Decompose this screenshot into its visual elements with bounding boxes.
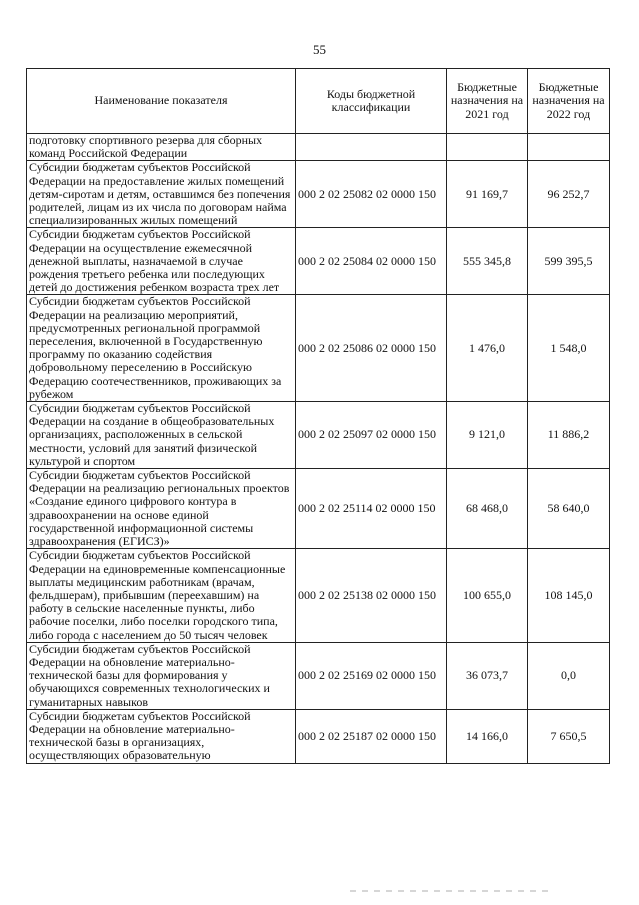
row-2021: 555 345,8 [447, 228, 528, 295]
row-2022: 7 650,5 [528, 709, 610, 763]
header-code: Коды бюджетной классификации [296, 69, 447, 134]
row-2022: 108 145,0 [528, 549, 610, 642]
row-2021: 68 468,0 [447, 469, 528, 549]
row-2021: 36 073,7 [447, 642, 528, 709]
table-row [27, 228, 610, 295]
table-header-row [27, 69, 610, 134]
row-2021: 14 166,0 [447, 709, 528, 763]
row-2021: 91 169,7 [447, 161, 528, 228]
row-2021 [447, 134, 528, 161]
row-2021: 9 121,0 [447, 402, 528, 469]
row-code: 000 2 02 25086 02 0000 150 [296, 295, 447, 402]
row-code: 000 2 02 25084 02 0000 150 [296, 228, 447, 295]
row-2022: 1 548,0 [528, 295, 610, 402]
row-2022: 599 395,5 [528, 228, 610, 295]
table-row [27, 549, 610, 642]
row-2021: 1 476,0 [447, 295, 528, 402]
row-code: 000 2 02 25082 02 0000 150 [296, 161, 447, 228]
row-code: 000 2 02 25187 02 0000 150 [296, 709, 447, 763]
row-name: Субсидии бюджетам субъектов Российской Федерации на обновление материально-технической базы в организациях, осуществляющих образовательную [27, 709, 296, 763]
row-name: Субсидии бюджетам субъектов Российской Федерации на создание в общеобразовательных организациях, расположенных в сельской местности, условий для занятий физической культурой и спортом [27, 402, 296, 469]
table-row [27, 402, 610, 469]
row-name: Субсидии бюджетам субъектов Российской Федерации на реализацию мероприятий, предусмотренных региональной программой переселения, включенной в Государственную программу по оказанию содействия добровольному переселению в Российскую Федерацию соотечественников, проживающих за рубежом [27, 295, 296, 402]
row-name: Субсидии бюджетам субъектов Российской Федерации на осуществление ежемесячной денежной выплаты, назначаемой в случае рождения третьего ребенка или последующих детей до достижения ребенком возраста трех лет [27, 228, 296, 295]
row-code [296, 134, 447, 161]
row-2022: 11 886,2 [528, 402, 610, 469]
row-2022: 96 252,7 [528, 161, 610, 228]
header-name: Наименование показателя [27, 69, 296, 134]
row-code: 000 2 02 25097 02 0000 150 [296, 402, 447, 469]
table-row [27, 295, 610, 402]
table-row [27, 709, 610, 763]
row-name: Субсидии бюджетам субъектов Российской Федерации на обновление материально-технической базы для формирования у обучающихся современных технологических и гуманитарных навыков [27, 642, 296, 709]
budget-table [26, 68, 610, 764]
row-code: 000 2 02 25169 02 0000 150 [296, 642, 447, 709]
scan-artifact [350, 890, 550, 892]
row-name: Субсидии бюджетам субъектов Российской Федерации на предоставление жилых помещений детям-сиротам и детям, оставшимся без попечения родителей, лицам из их числа по договорам найма специализированных жилых помещений [27, 161, 296, 228]
row-name: Субсидии бюджетам субъектов Российской Федерации на реализацию региональных проектов «Создание единого цифрового контура в здравоохранении на основе единой государственной информационной системы здравоохранения (ЕГИСЗ)» [27, 469, 296, 549]
row-name: подготовку спортивного резерва для сборных команд Российской Федерации [27, 134, 296, 161]
header-2021: Бюджетные назначения на 2021 год [447, 69, 528, 134]
row-code: 000 2 02 25114 02 0000 150 [296, 469, 447, 549]
page-number: 55 [313, 42, 326, 57]
row-2022 [528, 134, 610, 161]
row-2022: 58 640,0 [528, 469, 610, 549]
table-row [27, 161, 610, 228]
table-row [27, 134, 610, 161]
row-code: 000 2 02 25138 02 0000 150 [296, 549, 447, 642]
table-row [27, 642, 610, 709]
row-name: Субсидии бюджетам субъектов Российской Федерации на единовременные компенсационные выплаты медицинским работникам (врачам, фельдшерам), прибывшим (переехавшим) на работу в сельские населенные пункты, либо рабочие поселки, либо поселки городского типа, либо города с населением до 50 тысяч человек [27, 549, 296, 642]
header-2022: Бюджетные назначения на 2022 год [528, 69, 610, 134]
table-row [27, 469, 610, 549]
row-2021: 100 655,0 [447, 549, 528, 642]
row-2022: 0,0 [528, 642, 610, 709]
